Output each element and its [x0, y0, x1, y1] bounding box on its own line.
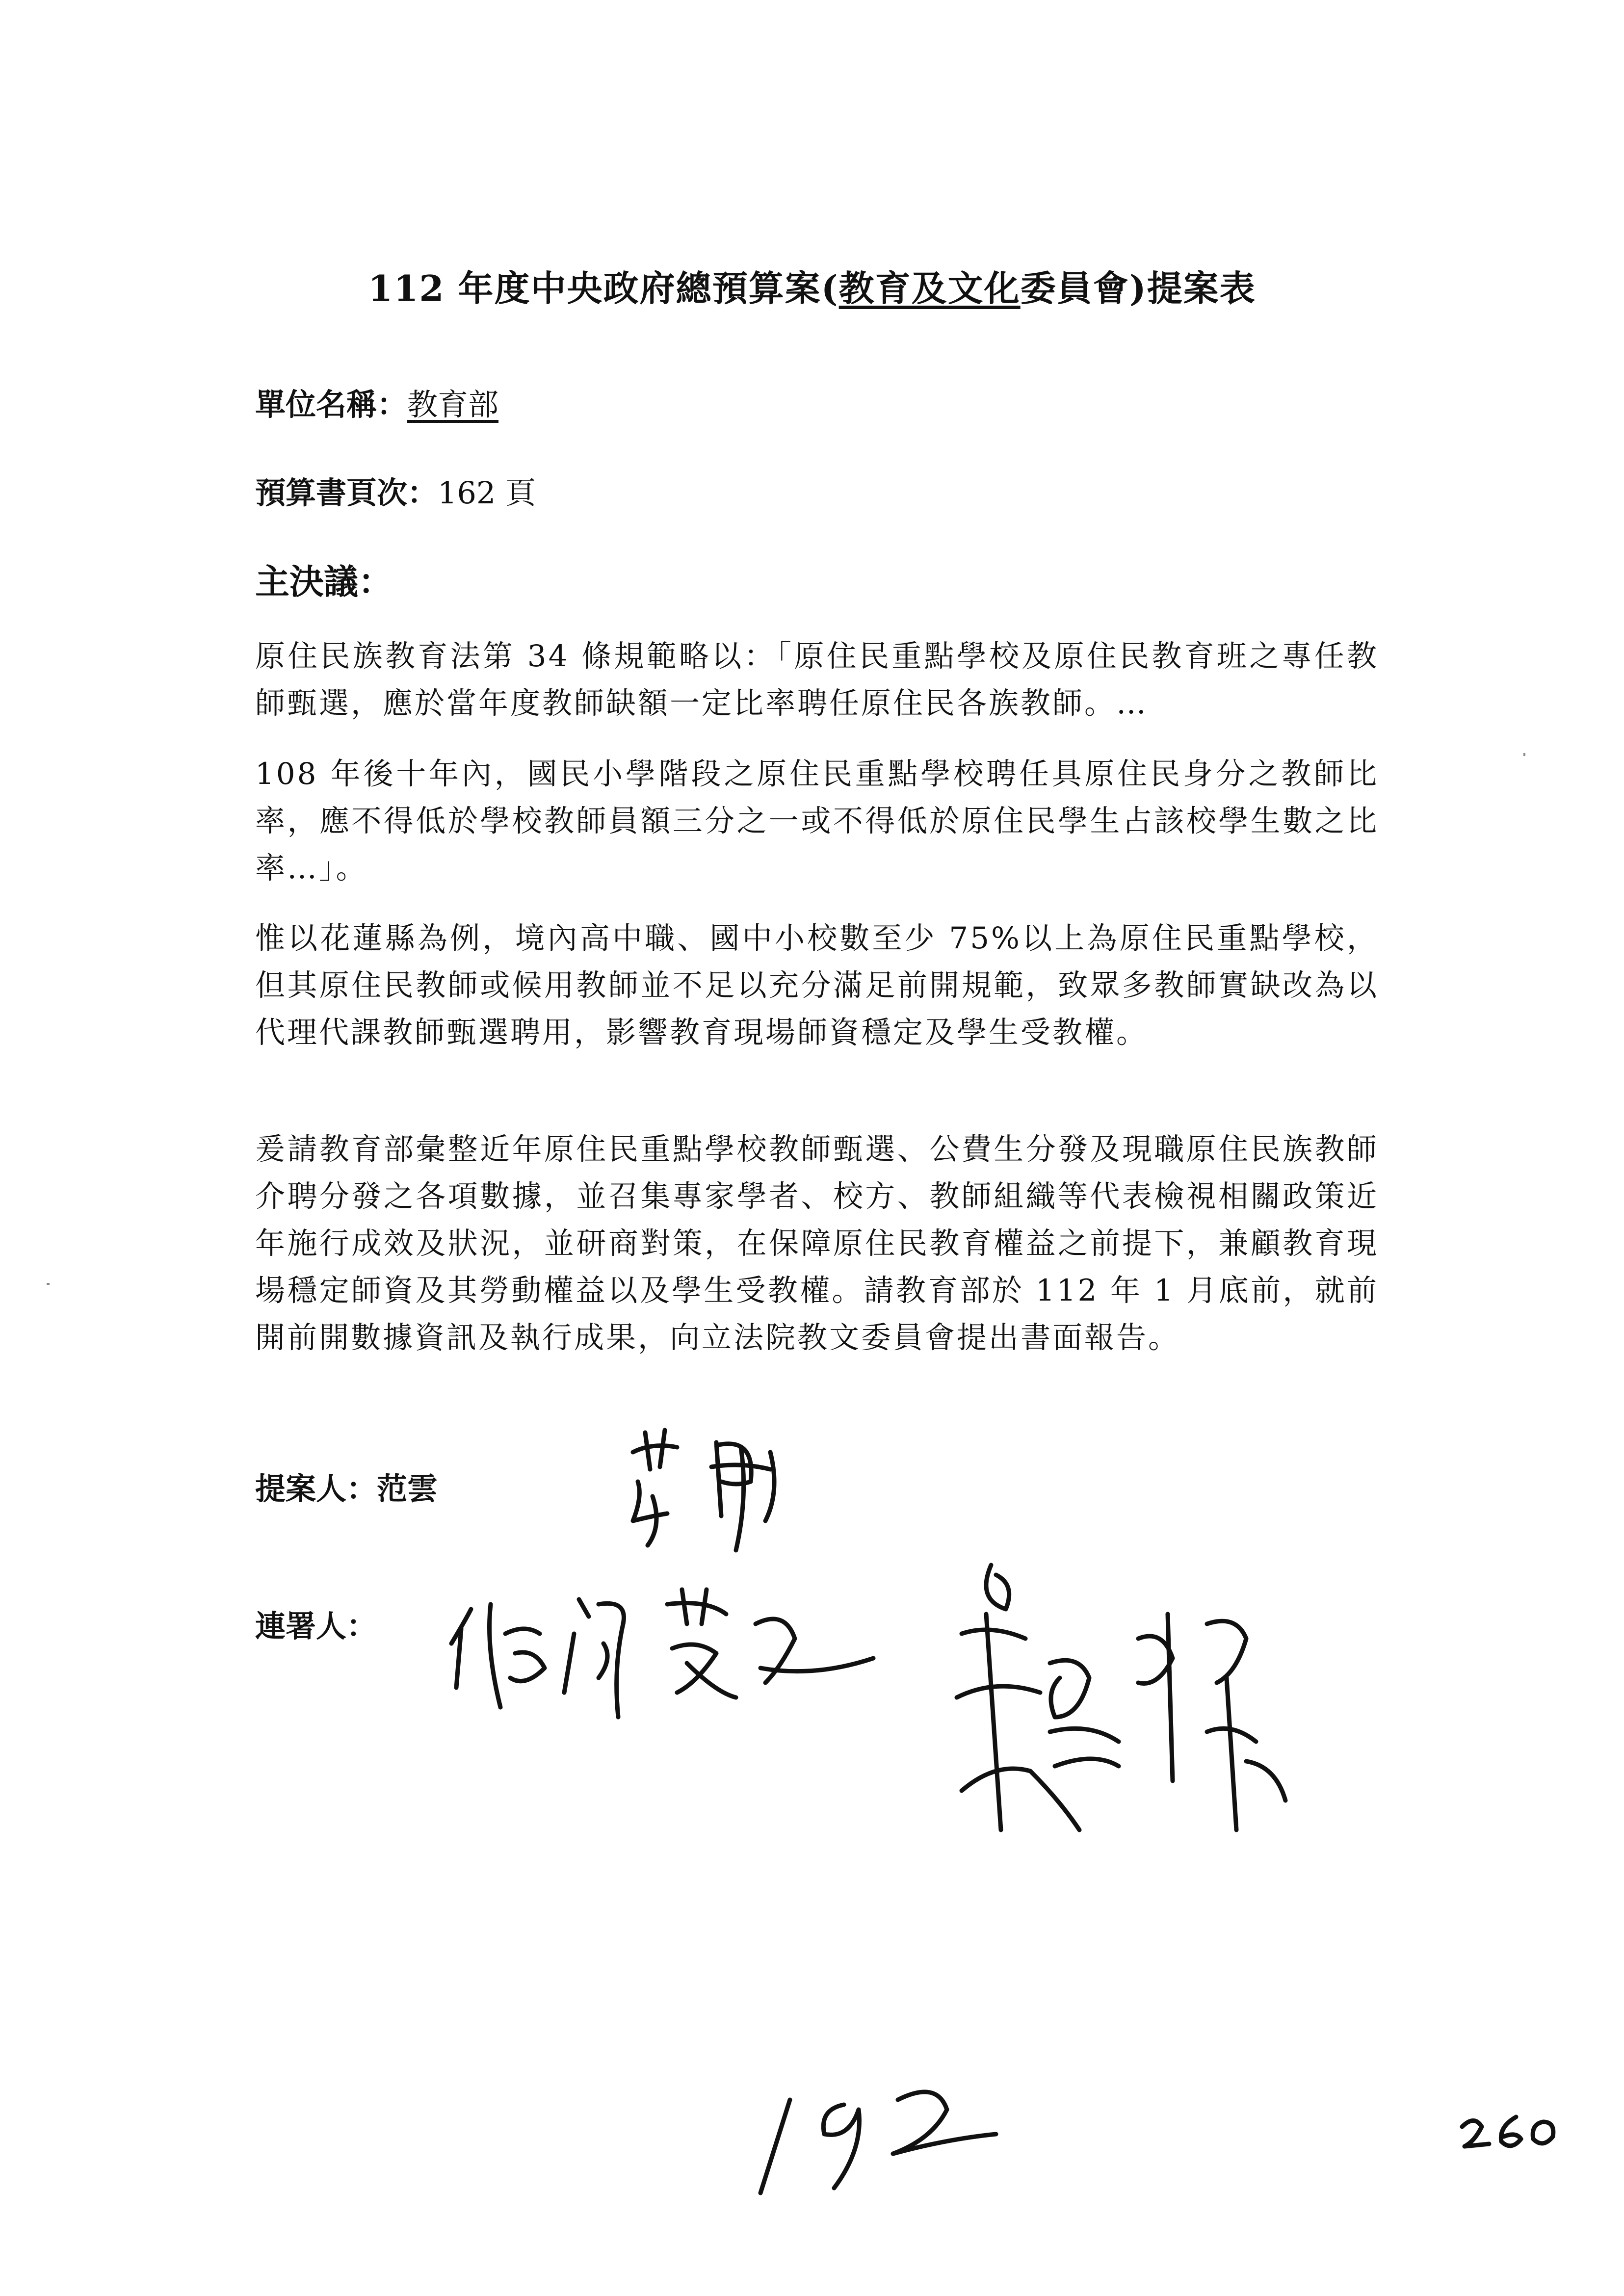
scan-speck [1523, 753, 1525, 756]
budget-page-value: 162 頁 [438, 475, 536, 511]
paragraph-1: 原住民族教育法第 34 條規範略以：「原住民重點學校及原住民教育班之專任教師甄選，應於當年度教師缺額一定比率聘任原住民各族教師。… [255, 639, 1379, 721]
cosigners-label: 連署人： [255, 1608, 377, 1644]
title-suffix: 委員會)提案表 [1020, 267, 1256, 309]
budget-page-field [255, 469, 536, 512]
proposer-field [255, 1464, 438, 1508]
proposer-signature [623, 1423, 810, 1570]
proposer-name: 范雲 [377, 1471, 438, 1507]
cosigner-signature-2 [932, 1555, 1305, 1859]
document-title [0, 260, 1624, 311]
title-prefix: 112 年度中央政府總預算案( [368, 267, 839, 309]
paragraph-4: 爰請教育部彙整近年原住民重點學校教師甄選、公費生分發及現職原住民族教師介聘分發之各項數據，並召集專家學者、校方、教師組織等代表檢視相關政策近年施行成效及狀況，並研商對策，在保障原住民教育權益之前提下，兼顧教育現場穩定師資及其勞動權益以及學生受教權。請教育部於 112 年 1 月底前，就前開前開數據資訊及執行成果，向立法院教文委員會提出書面報告。 [255, 1132, 1379, 1355]
paragraph-3: 惟以花蓮縣為例，境內高中職、國中小校數至少 75%以上為原住民重點學校，但其原住民教師或候用教師並不足以充分滿足前開規範，致眾多教師實缺改為以代理代課教師甄選聘用，影響教育現場師資穩定及學生受教權。 [255, 921, 1379, 1050]
proposer-label: 提案人： [255, 1471, 377, 1507]
cosigner-signature-1 [442, 1570, 922, 1737]
main-resolution-heading: 主決議： [255, 561, 393, 602]
handwritten-corner-number [1457, 2105, 1560, 2154]
budget-page-label: 預算書頁次： [255, 475, 438, 511]
unit-label: 單位名稱： [255, 387, 408, 422]
title-committee: 教育及文化 [838, 267, 1021, 309]
unit-value: 教育部 [407, 387, 499, 422]
scan-speck [47, 1283, 50, 1285]
handwritten-page-number [751, 2070, 1006, 2208]
paragraph-2: 108 年後十年內，國民小學階段之原住民重點學校聘任具原住民身分之教師比率，應不得低於學校教師員額三分之一或不得低於原住民學生占該校學生數之比率…」。 [255, 757, 1379, 886]
unit-field [255, 380, 498, 424]
